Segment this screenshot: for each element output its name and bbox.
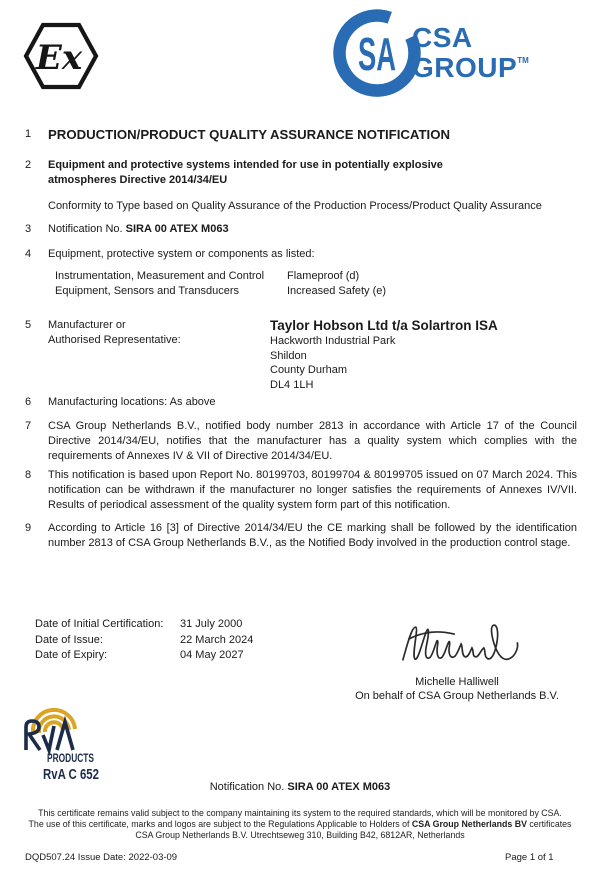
- protection-types: Flameproof (d) Increased Safety (e): [287, 270, 387, 297]
- terms-line-2: The use of this certificate, marks and logos are subject to the Regulations Applicable to Holders of CSA Group Netherlands BV certificates: [28, 818, 572, 829]
- manufacturer-details: [270, 318, 498, 392]
- atex-ex-icon: [23, 21, 99, 91]
- signatory-name: Michelle Halliwell: [415, 676, 499, 688]
- csa-wordmark: [412, 22, 529, 83]
- section-8: [25, 468, 577, 513]
- section-5: [25, 318, 577, 392]
- section-number: 1: [25, 128, 32, 140]
- section-9: [25, 521, 577, 551]
- manufacturer-label: Manufacturer or Authorised Representative:: [48, 319, 181, 346]
- equipment-table: [48, 269, 577, 299]
- directive-title: Equipment and protective systems intended for use in potentially explosive atmospheres Directive 2014/34/EU: [48, 159, 443, 186]
- footer-terms: [20, 808, 580, 840]
- section-number: 6: [25, 396, 32, 409]
- page-number: Page 1 of 1: [505, 852, 554, 863]
- date-value: 31 July 2000: [180, 618, 243, 630]
- manufacturing-locations: Manufacturing locations: As above: [48, 396, 216, 409]
- address-line: Hackworth Industrial Park: [270, 335, 396, 347]
- section-number: 7: [25, 420, 32, 433]
- certificate-body: [25, 127, 577, 551]
- csa-wordmark-line2: GROUP™: [412, 52, 529, 83]
- on-behalf-text: On behalf of CSA Group Netherlands B.V.: [355, 690, 559, 702]
- date-row: Date of Initial Certification: 31 July 2000: [35, 617, 253, 633]
- section-4: [25, 247, 577, 262]
- ex-symbol-text: Ex: [35, 38, 83, 78]
- notification-number-line: [48, 222, 577, 237]
- csa-monogram-text: SA: [358, 28, 396, 80]
- footer-notification-label: Notification No.: [209, 781, 288, 793]
- dates-block: [35, 617, 253, 664]
- address-line: DL4 1LH: [270, 378, 314, 391]
- notification-number-value: SIRA 00 ATEX M063: [125, 223, 229, 235]
- section-1: [25, 127, 577, 143]
- section-number: 3: [25, 223, 32, 235]
- manufacturer-name: Taylor Hobson Ltd t/a Solartron ISA: [270, 318, 498, 333]
- date-row: Date of Expiry: 04 May 2027: [35, 648, 253, 664]
- trademark-symbol: TM: [517, 56, 529, 65]
- notified-body-statement: CSA Group Netherlands B.V., notified body number 2813 in accordance with Article 17 of the Council Directive 2014/34/EU, notifies that the manufacturer has a quality system which complies with the requirements of Annexes IV & VII of Directive 2014/34/EU.: [48, 420, 577, 463]
- footer-notification-line: [0, 781, 600, 793]
- report-statement: This notification is based upon Report No. 80199703, 80199704 & 80199705 issued on 07 March 2024. This notification can be withdrawn if the manufacturer no longer satisfies the requirements of Annexes IV/VII. Results of periodical assessment of the quality system form part of this notification.: [48, 469, 577, 512]
- address-line: Shildon: [270, 349, 307, 362]
- document-code: DQD507.24 Issue Date: 2022-03-09: [25, 852, 178, 863]
- section-3: [25, 222, 577, 237]
- manufacturer-row: [48, 318, 577, 392]
- address-line: County Durham: [270, 364, 348, 377]
- section-2-subtext: [25, 199, 577, 214]
- rva-accreditation-icon: [12, 700, 122, 792]
- terms-line-3: CSA Group Netherlands B.V. Utrechtseweg 310, Building B42, 6812AR, Netherlands: [135, 829, 465, 840]
- signature-icon: [396, 615, 544, 669]
- conformity-text: Conformity to Type based on Quality Assurance of the Production Process/Product Quality Assurance: [48, 200, 542, 212]
- section-number: 4: [25, 248, 32, 260]
- section-6: [25, 395, 577, 410]
- section-2: [25, 158, 577, 188]
- section-4-table: [25, 269, 577, 299]
- section-7: [25, 419, 577, 464]
- rva-code-text: RvA C 652: [43, 767, 99, 783]
- section-number: 9: [25, 522, 32, 535]
- notification-number-label: Notification No.: [48, 223, 126, 235]
- csa-monogram-icon: [333, 9, 421, 97]
- section-number: 8: [25, 469, 32, 482]
- certificate-title: PRODUCTION/PRODUCT QUALITY ASSURANCE NOTIFICATION: [48, 127, 450, 142]
- equipment-list-title: Equipment, protective system or components as listed:: [48, 248, 315, 260]
- date-value: 22 March 2024: [180, 633, 254, 646]
- equipment-description: Instrumentation, Measurement and Control Equipment, Sensors and Transducers: [55, 270, 265, 297]
- section-number: 5: [25, 319, 32, 331]
- section-number: 2: [25, 159, 32, 171]
- date-value: 04 May 2027: [180, 649, 244, 661]
- footer-notification-value: SIRA 00 ATEX M063: [287, 781, 391, 793]
- ce-marking-statement: According to Article 16 [3] of Directive 2014/34/EU the CE marking shall be followed by the identification number 2813 of CSA Group Netherlands B.V., as the Notified Body involved in the production control stage.: [48, 522, 577, 550]
- csa-wordmark-line1: CSA: [412, 22, 473, 53]
- rva-products-text: PRODUCTS: [47, 753, 95, 765]
- date-row: Date of Issue: 22 March 2024: [35, 633, 253, 649]
- terms-line-1: This certificate remains valid subject to the company maintaining its system to the required standards, which will be monitored by CSA.: [38, 808, 562, 818]
